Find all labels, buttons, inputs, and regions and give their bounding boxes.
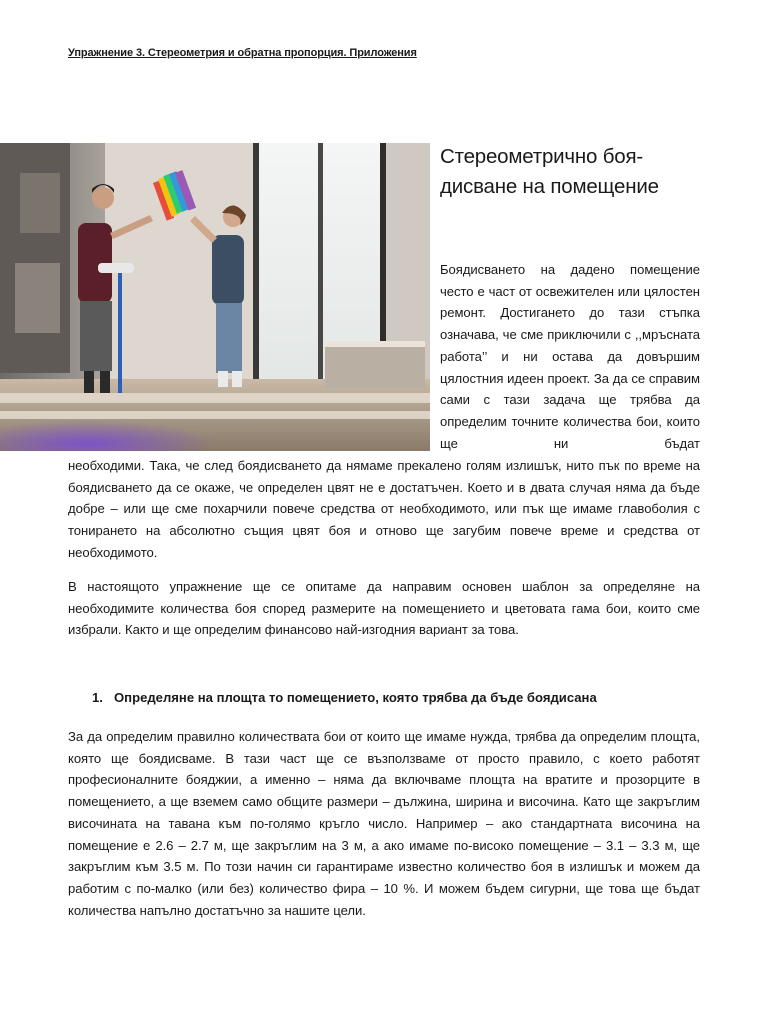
section-heading [92, 690, 597, 705]
section-body-paragraph: За да определим правилно количествата бои от които ще имаме нужда, трябва да определим площта, която ще боядисваме. В тази част ще се възползваме от просто правило, с което работят професионалните бояджии, а именно – няма да включваме площта на вратите и прозорците в помещението, а ще вземем само общите размери – дължина, ширина и височина. Като ще закръглим височината на тавана към по-голямо кръгло число. Например – ако стандартната височина на помещение е 2.6 – 2.7 м, ще закръглим на 3 м, а ако имаме по-високо помещение – 3.1 – 3.3 м, ще закръглим към 3.5 м. По този начин си гарантираме известно количество боя в излишък и можем да работим с по-малко (или без) количество фира – 10 %. И можем бъдем сигурни, ще това ще бъдат количества напълно достатъчно за нашите цели. [68, 729, 700, 918]
page-title: Стереометрично боя-дисване на помещение [440, 145, 659, 198]
document-header: Упражнение 3. Стереометрия и обратна пропорция. Приложения [68, 47, 417, 59]
section-number: 1. [92, 690, 103, 705]
painting-photo [0, 143, 430, 451]
exercise-intro-paragraph: В настоящото упражнение ще се опитаме да направим основен шаблон за определяне на необходимите количества боя според размерите на помещението и цветовата гама бои, които сме избрали. Както и ще определим финансово най-изгодния вариант за това. [68, 579, 700, 638]
intro-paragraph-side: Боядисването на дадено помещение често е част от освежителен или цялостен ремонт. Достигането до тази стъпка означава, че сме приключили с ,,мръсната работа’’ и ни остава да довършим цялостния идеен проект. За да се справим сами с тази задача ще трябва да определим точните количества бои, които ще ни бъдат [440, 262, 700, 451]
intro-paragraph-continued: необходими. Така, че след боядисването да нямаме прекалено голям излишък, нито пък по време на боядисването да се окаже, че определен цвят не е достатъчен. Което и в двата случая няма да бъде добре – или ще сме похарчили повече средства от необходимото, или пък ще имаме главоболия с тонирането на абсолютно същия цвят боя и отново ще загубим повече време и средства от необходимото. [68, 458, 700, 560]
section-title: Определяне на площта то помещението, която трябва да бъде боядисана [114, 690, 597, 705]
